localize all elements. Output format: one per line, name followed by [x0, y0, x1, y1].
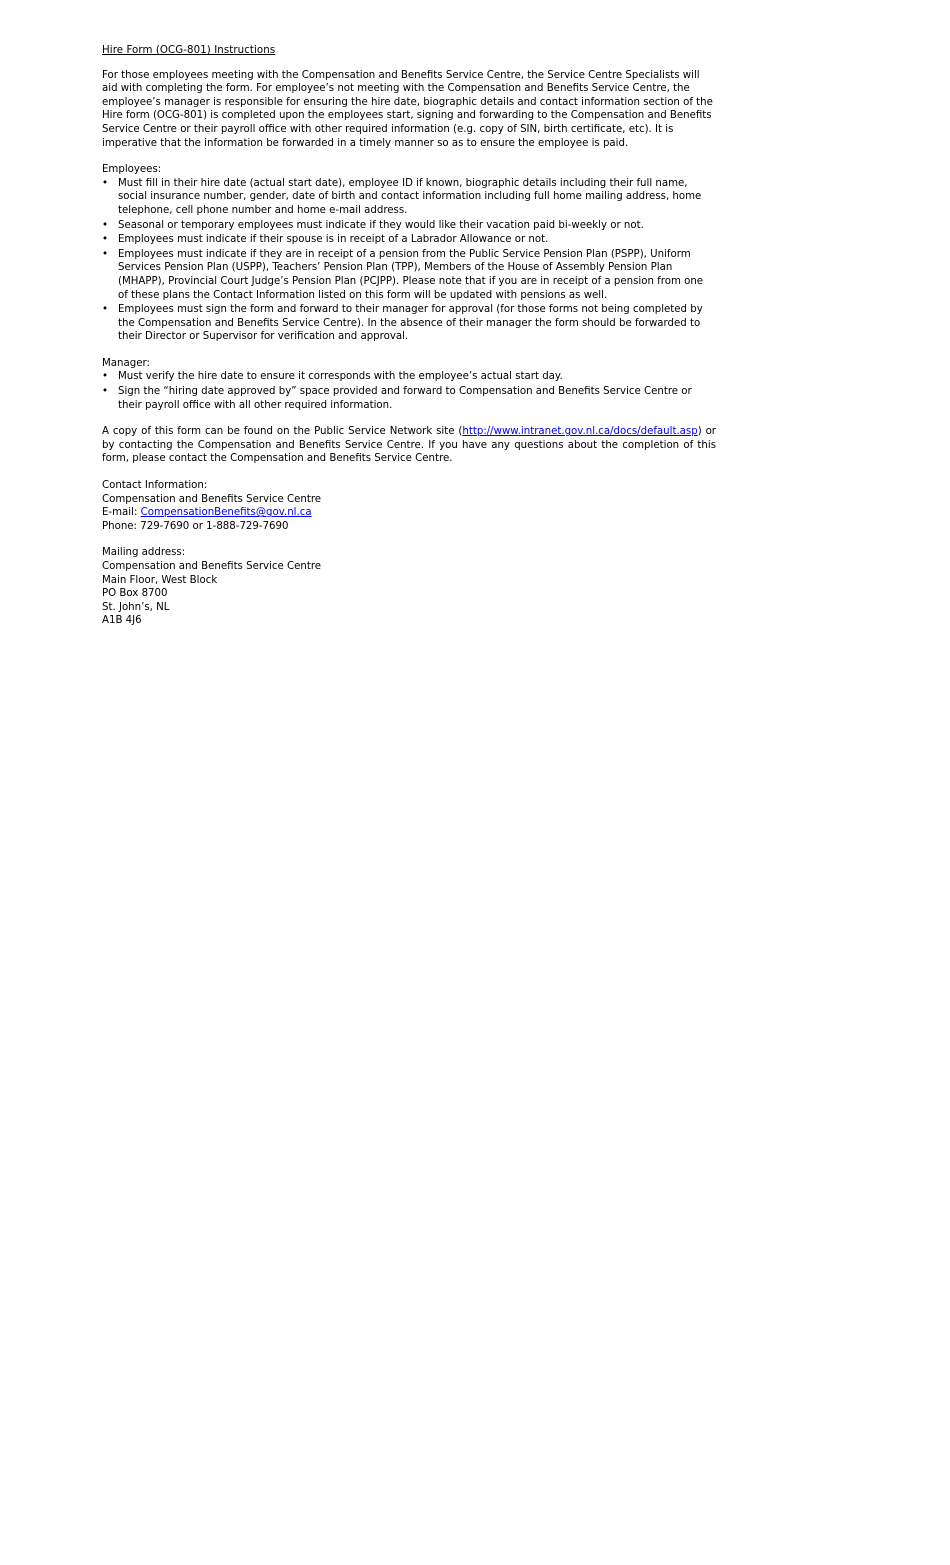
list-item: • Sign the “hiring date approved by” space provided and forward to Compensation and Benefits Service Centre or their payroll office with all other required information. — [102, 386, 692, 411]
list-item: • Employees must indicate if they are in receipt of a pension from the Public Service Pension Plan (PSPP), Uniform Services Pension Plan (USPP), Teachers’ Pension Plan (TPP), Members of the House of Assembly Pension Plan (MHAPP), Provincial Court Judge’s Pension Plan (PCJPP). Please note that if you are in receipt of a pension from one of these plans the Contact Information listed on this form will be updated with pensions as well. — [102, 248, 704, 301]
bullet-icon: • — [102, 177, 109, 189]
address-line: Main Floor, West Block — [102, 574, 218, 586]
copy-notice-paragraph: A copy of this form can be found on the Public Service Network site (http://www.intranet.gov.nl.ca/docs/default.asp) or by contacting the Compensation and Benefits Service Centre. If you have any questions about the completion of this form, please contact the Compensation and Benefits Service Centre. — [102, 426, 716, 465]
list-item: • Employees must indicate if their spouse is in receipt of a Labrador Allowance or not. — [102, 234, 549, 246]
contact-information — [102, 479, 716, 533]
intro-paragraph: For those employees meeting with the Compensation and Benefits Service Centre, the Service Centre Specialists will aid with completing the form. For employee’s not meeting with the Compensation and Benefits Service Centre, the employee’s manager is responsible for ensuring the hire date, biographic details and contact information section of the Hire form (OCG-801) is completed upon the employees start, signing and forwarding to the Compensation and Benefits Service Centre or their payroll office with other required information (e.g. copy of SIN, birth certificate, etc). It is imperative that the information be forwarded in a timely manner so as to ensure the employee is paid. — [102, 69, 713, 149]
list-item: • Seasonal or temporary employees must indicate if they would like their vacation paid bi-weekly or not. — [102, 219, 644, 231]
address-line: PO Box 8700 — [102, 588, 168, 600]
document-page — [102, 44, 716, 641]
email-link[interactable]: CompensationBenefits@gov.nl.ca — [140, 507, 312, 519]
contact-org: Compensation and Benefits Service Centre — [102, 493, 322, 505]
bullet-icon: • — [102, 386, 109, 398]
list-item: • Must fill in their hire date (actual start date), employee ID if known, biographic details including their full name, social insurance number, gender, date of birth and contact information including full home mailing address, home telephone, cell phone number and home e-mail address. — [102, 177, 702, 216]
page-title: Hire Form (OCG-801) Instructions — [102, 45, 276, 56]
manager-heading: Manager: — [102, 357, 150, 369]
address-line: A1B 4J6 — [102, 615, 142, 627]
address-line: St. John’s, NL — [102, 601, 170, 613]
manager-list — [102, 370, 716, 412]
list-item: • Employees must sign the form and forward to their manager for approval (for those forms not being completed by the Compensation and Benefits Service Centre). In the absence of their manager the form should be forwarded to their Director or Supervisor for verification and approval. — [102, 304, 703, 343]
contact-phone: Phone: 729-7690 or 1-888-729-7690 — [102, 520, 289, 532]
address-line: Compensation and Benefits Service Centre — [102, 561, 322, 572]
bullet-icon: • — [102, 304, 109, 316]
list-item: • Must verify the hire date to ensure it corresponds with the employee’s actual start day. — [102, 371, 563, 383]
employees-list — [102, 177, 716, 344]
employees-heading: Employees: — [102, 164, 162, 176]
mailing-heading: Mailing address: — [102, 547, 186, 559]
bullet-icon: • — [102, 248, 109, 260]
bullet-icon: • — [102, 371, 109, 383]
intranet-link[interactable]: http://www.intranet.gov.nl.ca/docs/default.asp — [462, 426, 698, 438]
mailing-address — [102, 546, 716, 628]
contact-heading: Contact Information: — [102, 480, 208, 492]
contact-email-line: E-mail: CompensationBenefits@gov.nl.ca — [102, 507, 312, 519]
bullet-icon: • — [102, 219, 109, 231]
bullet-icon: • — [102, 234, 109, 246]
